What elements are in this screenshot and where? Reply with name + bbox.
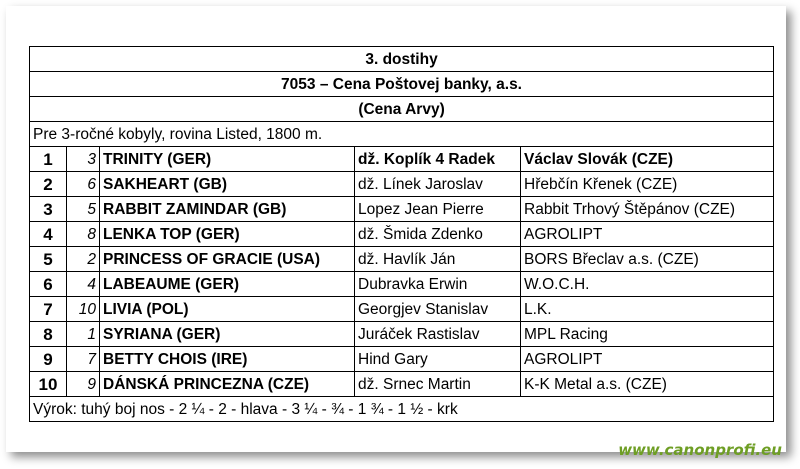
owner-name: AGROLIPT xyxy=(521,347,774,372)
result-row xyxy=(30,272,774,297)
jockey-name: Hind Gary xyxy=(355,347,521,372)
race-title: 7053 – Cena Poštovej banky, a.s. xyxy=(30,72,774,97)
jockey-name: Georgjev Stanislav xyxy=(355,297,521,322)
watermark: www.canonprofi.eu xyxy=(618,441,782,459)
jockey-name: Juráček Rastislav xyxy=(355,322,521,347)
race-conditions: Pre 3-ročné kobyly, rovina Listed, 1800 m. xyxy=(30,122,774,147)
start-number: 4 xyxy=(67,272,100,297)
finish-position: 1 xyxy=(30,147,67,172)
finish-position: 3 xyxy=(30,197,67,222)
finish-position: 6 xyxy=(30,272,67,297)
start-number: 1 xyxy=(67,322,100,347)
result-row xyxy=(30,172,774,197)
start-number: 2 xyxy=(67,247,100,272)
owner-name: Václav Slovák (CZE) xyxy=(521,147,774,172)
result-row xyxy=(30,322,774,347)
horse-name: BETTY CHOIS (IRE) xyxy=(100,347,355,372)
owner-name: Rabbit Trhový Štěpánov (CZE) xyxy=(521,197,774,222)
finish-position: 2 xyxy=(30,172,67,197)
owner-name: W.O.C.H. xyxy=(521,272,774,297)
result-row xyxy=(30,347,774,372)
race-title-row xyxy=(30,72,774,97)
owner-name: MPL Racing xyxy=(521,322,774,347)
owner-name: L.K. xyxy=(521,297,774,322)
race-subtitle-row xyxy=(30,97,774,122)
start-number: 10 xyxy=(67,297,100,322)
finish-position: 10 xyxy=(30,372,67,397)
owner-name: K-K Metal a.s. (CZE) xyxy=(521,372,774,397)
race-number-row xyxy=(30,47,774,72)
finish-position: 5 xyxy=(30,247,67,272)
owner-name: Hřebčín Křenek (CZE) xyxy=(521,172,774,197)
start-number: 3 xyxy=(67,147,100,172)
owner-name: AGROLIPT xyxy=(521,222,774,247)
race-subtitle: (Cena Arvy) xyxy=(30,97,774,122)
jockey-name: Lopez Jean Pierre xyxy=(355,197,521,222)
horse-name: TRINITY (GER) xyxy=(100,147,355,172)
start-number: 5 xyxy=(67,197,100,222)
finish-position: 7 xyxy=(30,297,67,322)
horse-name: RABBIT ZAMINDAR (GB) xyxy=(100,197,355,222)
start-number: 9 xyxy=(67,372,100,397)
race-number: 3. dostihy xyxy=(30,47,774,72)
result-row xyxy=(30,297,774,322)
jockey-name: dž. Línek Jaroslav xyxy=(355,172,521,197)
horse-name: SYRIANA (GER) xyxy=(100,322,355,347)
finish-position: 4 xyxy=(30,222,67,247)
jockey-name: Dubravka Erwin xyxy=(355,272,521,297)
result-row xyxy=(30,197,774,222)
owner-name: BORS Břeclav a.s. (CZE) xyxy=(521,247,774,272)
race-results-table xyxy=(29,46,774,422)
result-row xyxy=(30,222,774,247)
start-number: 8 xyxy=(67,222,100,247)
horse-name: LIVIA (POL) xyxy=(100,297,355,322)
jockey-name: dž. Koplík 4 Radek xyxy=(355,147,521,172)
jockey-name: dž. Srnec Martin xyxy=(355,372,521,397)
race-conditions-row xyxy=(30,122,774,147)
finish-position: 9 xyxy=(30,347,67,372)
jockey-name: dž. Havlík Ján xyxy=(355,247,521,272)
result-row xyxy=(30,147,774,172)
horse-name: LABEAUME (GER) xyxy=(100,272,355,297)
start-number: 6 xyxy=(67,172,100,197)
horse-name: SAKHEART (GB) xyxy=(100,172,355,197)
result-row xyxy=(30,247,774,272)
result-margins: Výrok: tuhý boj nos - 2 ¼ - 2 - hlava - 3 ¼ - ¾ - 1 ¾ - 1 ½ - krk xyxy=(30,397,774,422)
result-row xyxy=(30,372,774,397)
start-number: 7 xyxy=(67,347,100,372)
horse-name: PRINCESS OF GRACIE (USA) xyxy=(100,247,355,272)
margins-row xyxy=(30,397,774,422)
horse-name: LENKA TOP (GER) xyxy=(100,222,355,247)
finish-position: 8 xyxy=(30,322,67,347)
horse-name: DÁNSKÁ PRINCEZNA (CZE) xyxy=(100,372,355,397)
jockey-name: dž. Šmida Zdenko xyxy=(355,222,521,247)
